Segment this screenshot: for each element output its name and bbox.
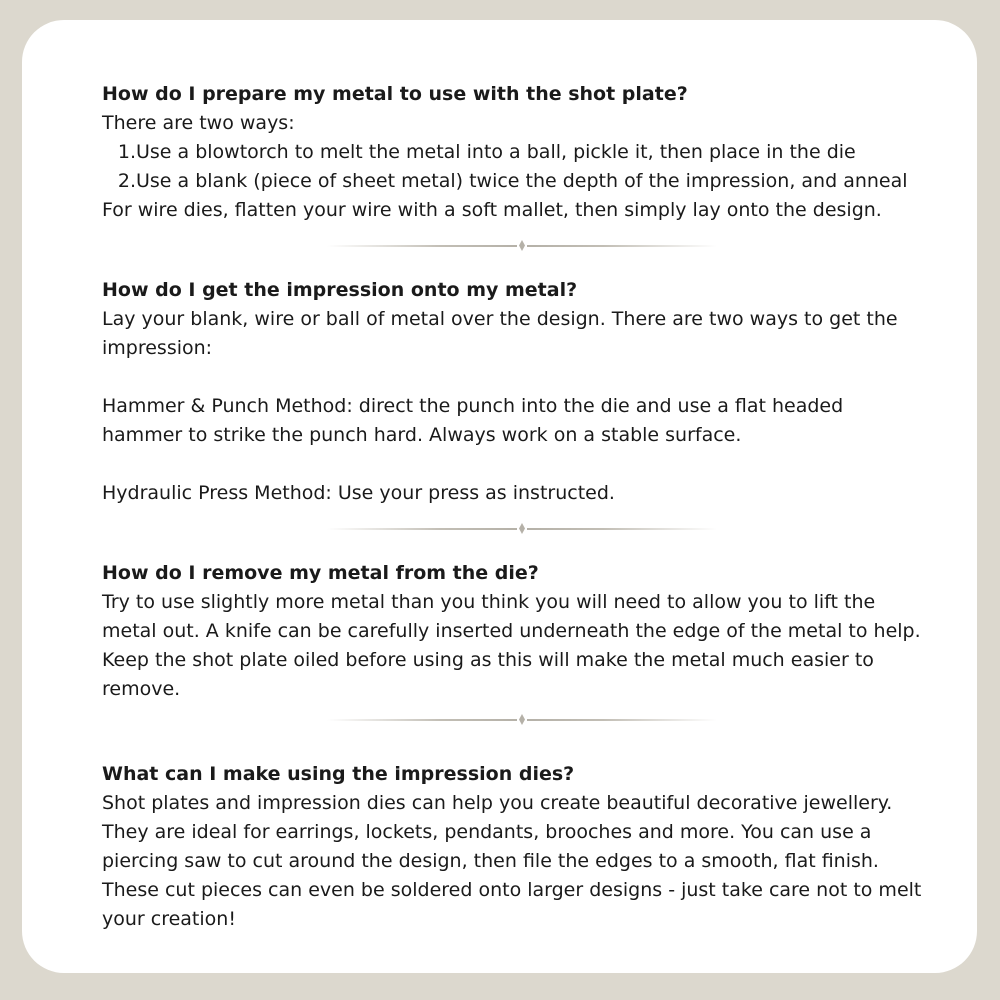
faq-answer-line: Hammer & Punch Method: direct the punch into the die and use a flat headed: [102, 395, 844, 417]
ornament-divider: [327, 719, 717, 720]
faq-answer-line: metal out. A knife can be carefully inserted underneath the edge of the metal to help.: [102, 620, 921, 642]
divider-line-left: [327, 719, 517, 721]
list-item: [102, 138, 982, 167]
diamond-icon: [519, 523, 525, 534]
divider-line-right: [527, 245, 717, 247]
faq-answer-line: They are ideal for earrings, lockets, pendants, brooches and more. You can use a: [102, 821, 872, 843]
spacer: [102, 704, 982, 719]
paragraph-gap: [102, 450, 982, 479]
ornament-divider: [327, 528, 717, 529]
faq-section-remove: [102, 559, 982, 704]
faq-content: [102, 80, 982, 934]
divider-line-left: [327, 245, 517, 247]
faq-answer-line: piercing saw to cut around the design, then file the edges to a smooth, flat finish.: [102, 850, 879, 872]
diamond-icon: [519, 714, 525, 725]
faq-section-impression: [102, 276, 982, 508]
divider-line-right: [527, 528, 717, 530]
faq-question: How do I get the impression onto my metal?: [102, 279, 578, 301]
faq-section-prepare: [102, 80, 982, 225]
faq-answer-line: Hydraulic Press Method: Use your press as instructed.: [102, 482, 615, 504]
list-text: Use a blank (piece of sheet metal) twice the depth of the impression, and anneal: [136, 170, 908, 192]
faq-section-make: [102, 760, 982, 934]
divider-line-right: [527, 719, 717, 721]
list-text: Use a blowtorch to melt the metal into a ball, pickle it, then place in the die: [136, 141, 856, 163]
list-number: 2.: [117, 170, 136, 192]
faq-answer-line: Keep the shot plate oiled before using as this will make the metal much easier to: [102, 649, 874, 671]
paragraph-gap: [102, 363, 982, 392]
spacer: [102, 225, 982, 245]
spacer: [102, 508, 982, 528]
faq-question: How do I remove my metal from the die?: [102, 562, 539, 584]
faq-answer-line: Lay your blank, wire or ball of metal over the design. There are two ways to get the: [102, 308, 898, 330]
spacer: [102, 529, 982, 559]
faq-answer-line: your creation!: [102, 908, 236, 930]
faq-answer-line: There are two ways:: [102, 112, 295, 134]
faq-answer-line: These cut pieces can even be soldered onto larger designs - just take care not to melt: [102, 879, 922, 901]
list-item: [102, 167, 982, 196]
list-number: 1.: [117, 141, 136, 163]
diamond-icon: [519, 240, 525, 251]
faq-question: What can I make using the impression dies?: [102, 763, 575, 785]
ornament-divider: [327, 245, 717, 246]
faq-answer-line: hammer to strike the punch hard. Always work on a stable surface.: [102, 424, 742, 446]
faq-answer-line: For wire dies, flatten your wire with a soft mallet, then simply lay onto the design.: [102, 199, 882, 221]
spacer: [102, 720, 982, 760]
divider-line-left: [327, 528, 517, 530]
faq-answer-line: Try to use slightly more metal than you think you will need to allow you to lift the: [102, 591, 876, 613]
faq-answer-line: Shot plates and impression dies can help you create beautiful decorative jewellery.: [102, 792, 893, 814]
faq-answer-line: impression:: [102, 337, 213, 359]
faq-card: [22, 20, 977, 973]
faq-question: How do I prepare my metal to use with the shot plate?: [102, 83, 688, 105]
faq-answer-line: remove.: [102, 678, 181, 700]
method-list: [102, 138, 982, 196]
spacer: [102, 246, 982, 276]
